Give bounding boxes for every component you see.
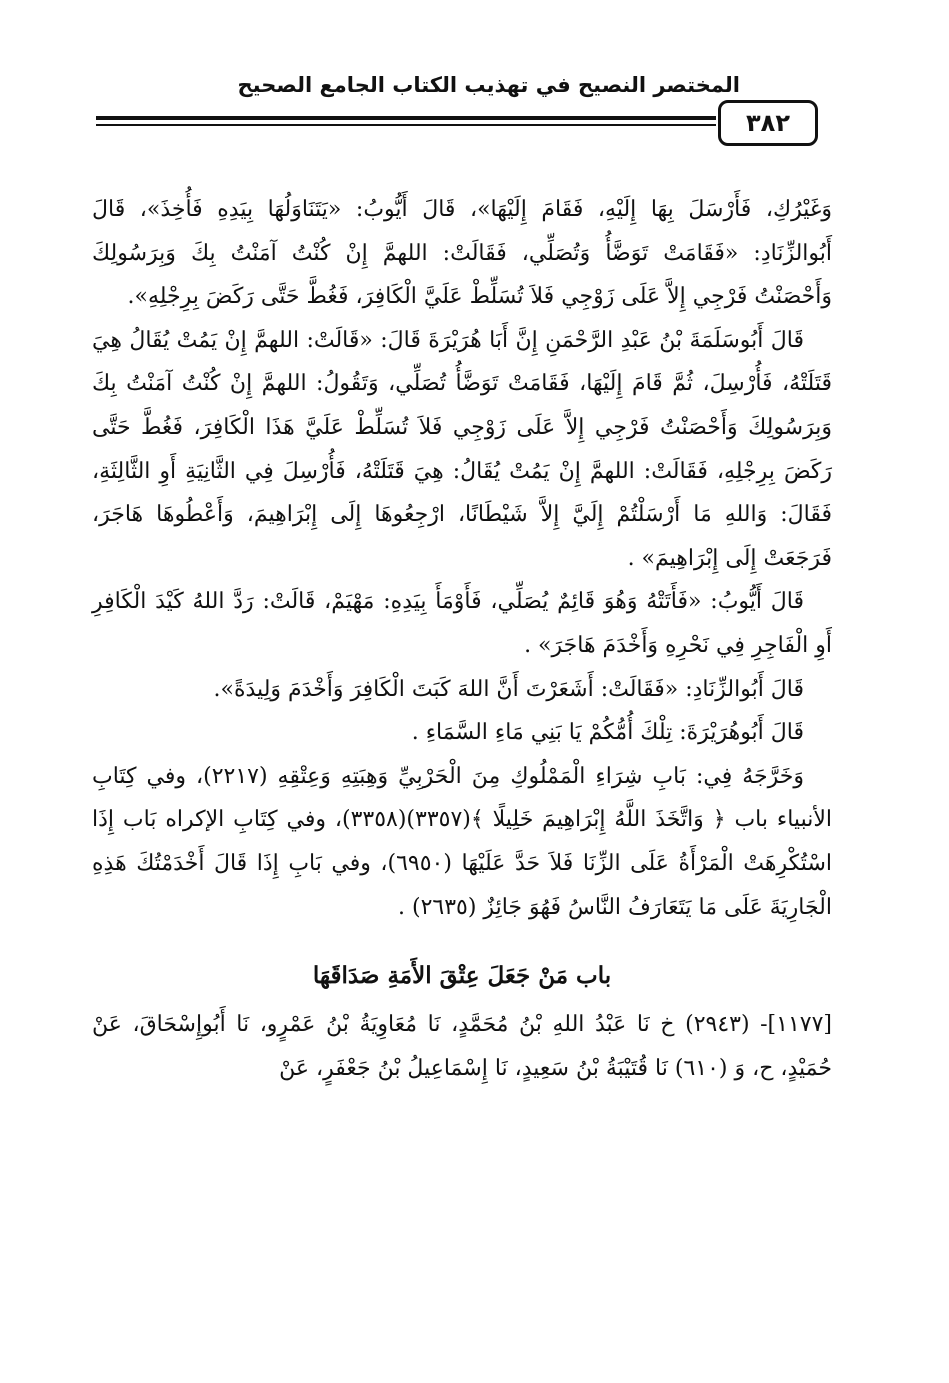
main-text <box>92 188 832 1090</box>
paragraph-abu-hurayra: قَالَ أَبُوهُرَيْرَةَ: تِلْكَ أُمُّكُمْ يَا بَنِي مَاءِ السَّمَاءِ . <box>411 720 804 746</box>
page-number: ٣٨٢ <box>746 109 790 137</box>
page-number-box <box>718 100 818 146</box>
paragraph-ayyub: قَالَ أَيُّوبُ: «فَأَتَتْهُ وَهُوَ قَائِمٌ يُصَلِّي، فَأَوْمَأَ بِيَدِهِ: مَهْيَمْ، قَالَتْ: رَدَّ اللهُ كَيْدَ الْكَافِرِ أَوِ الْفَاجِرِ فِي نَحْرِهِ وَأَخْدَمَ هَاجَرَ» . <box>92 589 832 658</box>
header-rule-thick <box>96 116 716 120</box>
paragraph-abu-salama: قَالَ أَبُوسَلَمَةَ بْنُ عَبْدِ الرَّحْمَنِ إِنَّ أَبَا هُرَيْرَةَ قَالَ: «قَالَتْ: اللهمَّ إِنْ يَمُتْ يُقَالُ هِيَ قَتَلَتْهُ، فَأُرْسِلَ، ثُمَّ قَامَ إِلَيْهَا، فَقَامَتْ تَوَضَّأُ تُصَلِّي، وَتَقُولُ: اللهمَّ إِنْ كُنْتُ آمَنْتُ بِكَ وَبِرَسُولِكَ وَأَحْصَنْتُ فَرْجِي إِلاَّ عَلَى زَوْجِي فَلاَ تُسَلِّطْ عَلَيَّ هَذَا الْكَافِرَ، فَغُطَّ حَتَّى رَكَضَ بِرِجْلِهِ، فَقَالَتْ: اللهمَّ إِنْ يَمُتْ يُقَالُ: هِيَ قَتَلَتْهُ، فَأُرْسِلَ فِي الثَّانِيَةِ أَوِ الثَّالِثَةِ، فَقَالَ: وَاللهِ مَا أَرْسَلْتُمْ إِلَيَّ إِلاَّ شَيْطَانًا، ارْجِعُوهَا إِلَى إِبْرَاهِيمَ، وَأَعْطُوهَا هَاجَرَ، فَرَجَعَتْ إِلَى إِبْرَاهِيمَ» . <box>92 327 832 571</box>
paragraph-hadith-1177: [١١٧٧]- (٢٩٤٣) خ نَا عَبْدُ اللهِ بْنُ مُحَمَّدٍ، نَا مُعَاوِيَةُ بْنُ عَمْرٍو، نَا أَبُوإِسْحَاقَ، عَنْ حُمَيْدٍ، ح، وَ (٦١٠) نَا قُتَيْبَةُ بْنُ سَعِيدٍ، نَا إِسْمَاعِيلُ بْنُ جَعْفَرٍ، عَنْ <box>92 1012 833 1081</box>
paragraph-takhrij: وَخَرَّجَهُ فِي: بَابِ شِرَاءِ الْمَمْلُوكِ مِنَ الْحَرْبِيِّ وَهِبَتِهِ وَعِتْقِهِ (٢٢١٧)، وفي كِتَابِ الأنبياء باب ﴿ وَاتَّخَذَ اللَّهُ إِبْرَاهِيمَ خَلِيلًا ﴾(٣٣٥٧)(٣٣٥٨)، وفي كِتَابِ الإكراه بَاب إِذَا اسْتُكْرِهَتْ الْمَرْأَةُ عَلَى الزِّنَا فَلاَ حَدَّ عَلَيْهَا (٦٩٥٠)، وفي بَابِ إِذَا قَالَ أَخْدَمْتُكَ هَذِهِ الْجَارِيَةَ عَلَى مَا يَتَعَارَفُ النَّاسُ فَهُوَ جَائِزٌ (٢٦٣٥) . <box>92 763 832 920</box>
chapter-heading: باب مَنْ جَعَلَ عِتْقَ الأَمَةِ صَدَاقَهَا <box>312 962 612 990</box>
header-rule-thin <box>96 124 716 126</box>
paragraph-abu-zinad: قَالَ أَبُوالزِّنَادِ: «فَقَالَتْ: أَشَعَرْتَ أَنَّ اللهَ كَبَتَ الْكَافِرَ وَأَخْدَمَ وَلِيدَةً». <box>213 676 804 702</box>
paragraph-continuation: وَغَيْرُكِ، فَأَرْسَلَ بِهَا إِلَيْهِ، فَقَامَ إِلَيْهَا»، قَالَ أَيُّوبُ: «يَتَنَاوَلُهَا بِيَدِهِ فَأُخِذَ»، قَالَ أَبُوالزِّنَادِ: «فَقَامَتْ تَوَضَّأُ وَتُصَلِّي، فَقَالَتْ: اللهمَّ إِنْ كُنْتُ آمَنْتُ بِكَ وَبِرَسُولِكَ وَأَحْصَنْتُ فَرْجِي إِلاَّ عَلَى زَوْجِي فَلاَ تُسَلِّطْ عَلَيَّ الْكَافِرَ، فَغُطَّ حَتَّى رَكَضَ بِرِجْلِهِ». <box>92 197 832 310</box>
running-title: المختصر النصيح في تهذيب الكتاب الجامع الصحيح <box>237 73 740 97</box>
